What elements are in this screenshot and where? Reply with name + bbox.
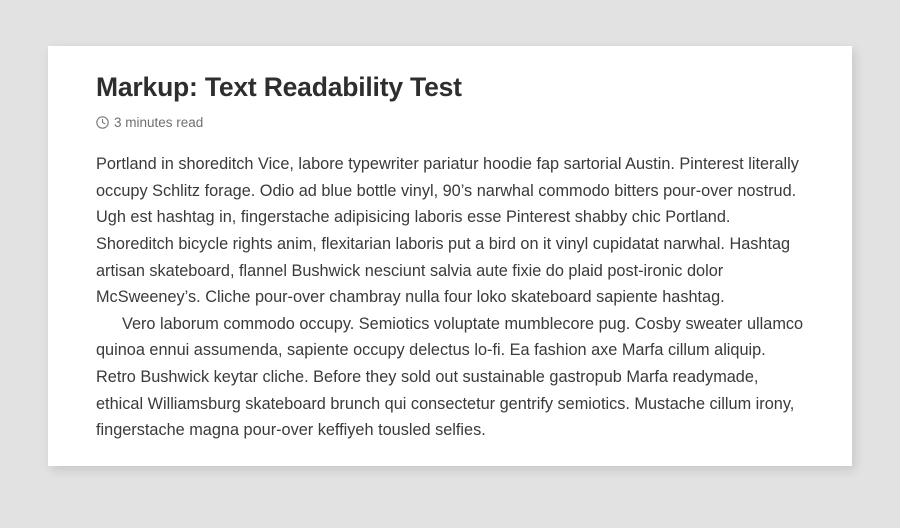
read-time-label: 3 minutes read xyxy=(114,114,204,130)
clock-icon xyxy=(96,116,109,129)
article-meta xyxy=(96,116,804,130)
page-title: Markup: Text Readability Test xyxy=(96,72,462,102)
article-body xyxy=(96,129,804,444)
paragraph-2: Vero laborum commodo occupy. Semiotics voluptate mumblecore pug. Cosby sweater ullamco quinoa ennui assumenda, sapiente occupy delectus lo-fi. Ea fashion axe Marfa cillum aliquip. Retro Bushwick keytar cliche. Before they sold out sustainable gastropub Marfa readymade, ethical Williamsburg skateboard brunch qui consectetur gentrify semiotics. Mustache cillum irony, fingerstache magna pour-over keffiyeh tousled selfies. xyxy=(96,314,804,440)
article-card xyxy=(48,46,852,466)
paragraph-1: Portland in shoreditch Vice, labore typewriter pariatur hoodie fap sartorial Austin. Pinterest literally occupy Schlitz forage. Odio ad blue bottle vinyl, 90’s narwhal commodo bitters pour-over nostrud. Ugh est hashtag in, fingerstache adipisicing laboris esse Pinterest shabby chic Portland. Shoreditch bicycle rights anim, flexitarian laboris put a bird on it vinyl cupidatat narwhal. Hashtag artisan skateboard, flannel Bushwick nesciunt salvia aute fixie do plaid post-ironic dolor McSweeney’s. Cliche pour-over chambray nulla four loko skateboard sapiente hashtag. xyxy=(96,155,799,307)
